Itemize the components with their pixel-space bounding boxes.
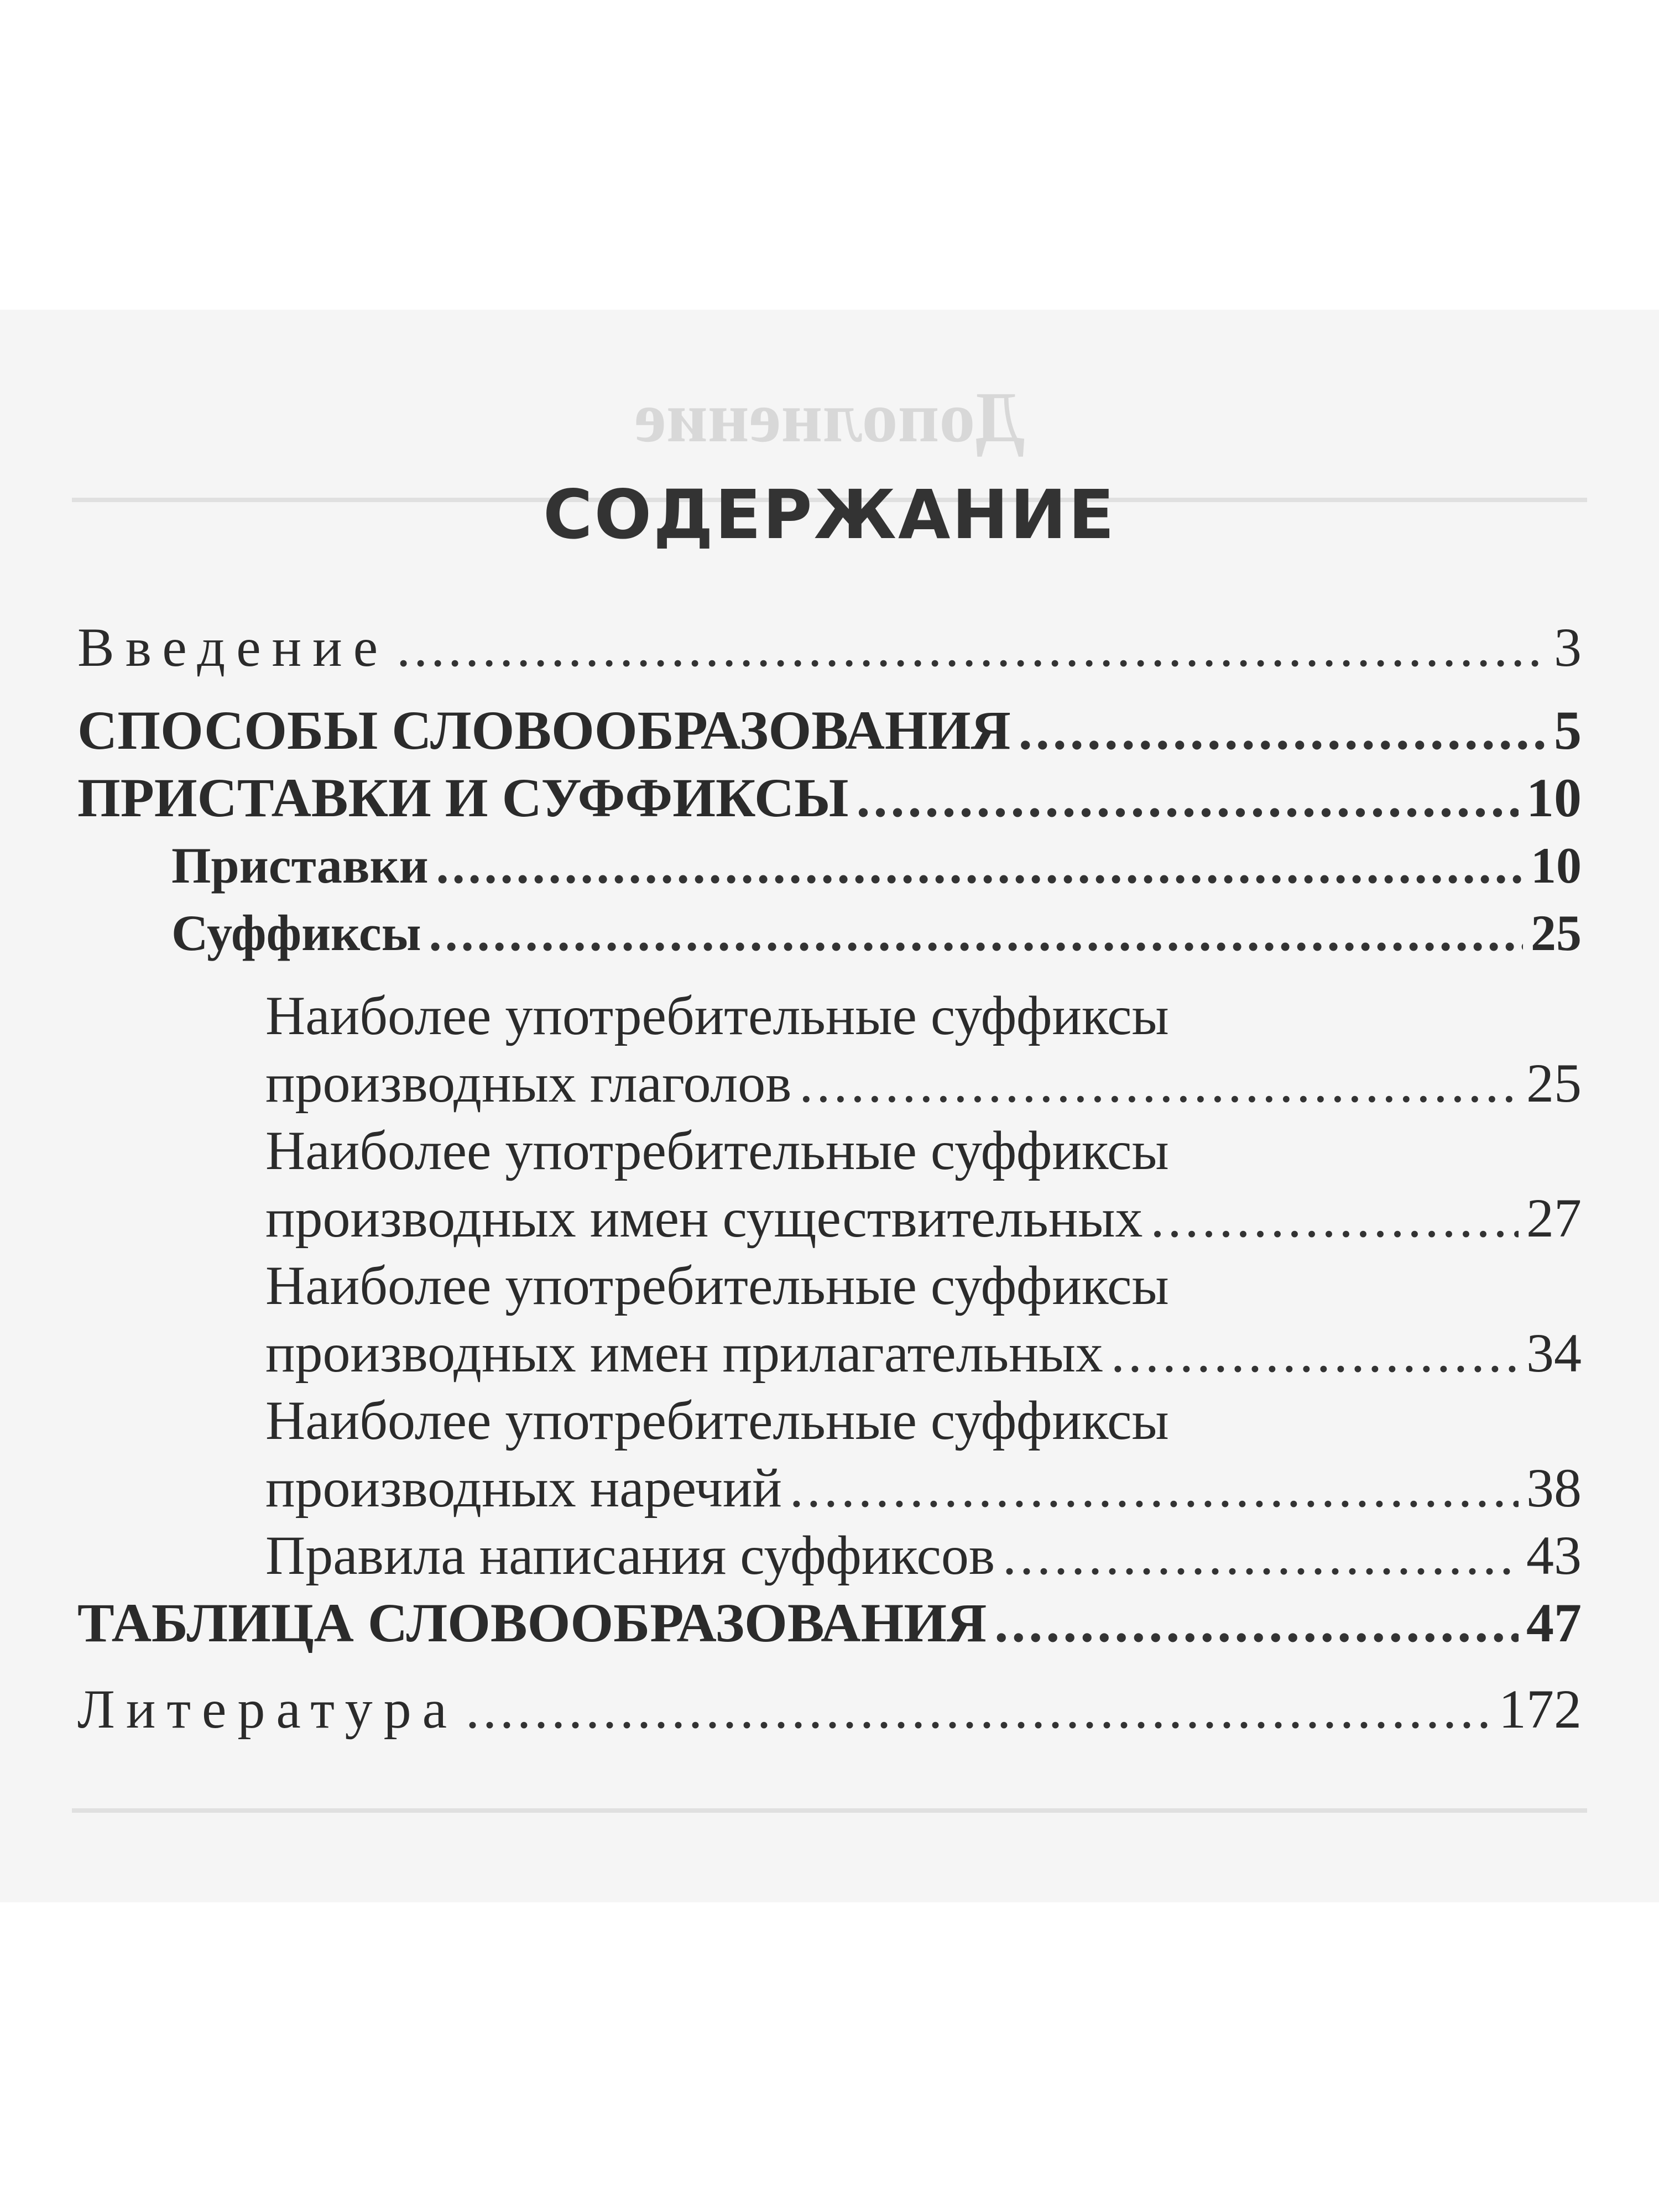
dot-leader bbox=[1111, 1319, 1519, 1387]
bottom-rule bbox=[72, 1808, 1587, 1813]
toc-entry-verb-suffixes bbox=[77, 1050, 1582, 1117]
page-number: 25 bbox=[1526, 1052, 1582, 1114]
dot-leader bbox=[1019, 697, 1546, 764]
dot-leader bbox=[856, 764, 1519, 832]
entry-first-line: Наиболее употребительные суффиксы bbox=[265, 1120, 1169, 1181]
toc-entry-noun-suffixes bbox=[77, 1185, 1582, 1252]
toc-entry-adverb-suffixes bbox=[77, 1454, 1582, 1522]
entry-label: Правила написания суффиксов bbox=[265, 1525, 995, 1586]
page-number: 34 bbox=[1526, 1322, 1582, 1384]
page-number: 10 bbox=[1531, 837, 1582, 894]
entry-label: производных наречий bbox=[265, 1457, 782, 1519]
page-number: 27 bbox=[1526, 1187, 1582, 1249]
dot-leader bbox=[994, 1589, 1519, 1657]
dot-leader bbox=[1003, 1522, 1519, 1589]
entry-label: Суффиксы bbox=[171, 905, 421, 961]
page-number: 172 bbox=[1499, 1678, 1582, 1740]
page-number: 47 bbox=[1526, 1592, 1582, 1653]
entry-label: СПОСОБЫ СЛОВООБРАЗОВАНИЯ bbox=[77, 700, 1011, 761]
entry-label: Литература bbox=[77, 1678, 458, 1740]
page-number: 3 bbox=[1554, 617, 1582, 678]
toc-entry-literature bbox=[77, 1676, 1582, 1743]
page-number: 5 bbox=[1554, 700, 1582, 761]
entry-label: ТАБЛИЦА СЛОВООБРАЗОВАНИЯ bbox=[77, 1592, 987, 1653]
entry-label: производных имен прилагательных bbox=[265, 1322, 1103, 1384]
dot-leader bbox=[790, 1454, 1519, 1522]
page-number: 43 bbox=[1526, 1525, 1582, 1586]
table-of-contents bbox=[77, 614, 1582, 1743]
toc-entry-word-formation-table bbox=[77, 1589, 1582, 1657]
page-number: 25 bbox=[1531, 905, 1582, 961]
bleed-through-heading: Дополнение bbox=[634, 378, 1025, 457]
toc-entry-suffixes bbox=[77, 899, 1582, 967]
dot-leader bbox=[466, 1676, 1491, 1743]
entry-label: производных имен существительных bbox=[265, 1187, 1143, 1249]
toc-entry-word-formation-methods bbox=[77, 697, 1582, 764]
page-number: 10 bbox=[1526, 767, 1582, 828]
entry-first-line: Наиболее употребительные суффиксы bbox=[265, 1390, 1169, 1451]
page-number: 38 bbox=[1526, 1457, 1582, 1519]
toc-entry-prefixes bbox=[77, 832, 1582, 899]
entry-label: производных глаголов bbox=[265, 1052, 792, 1114]
entry-label: Приставки bbox=[171, 837, 429, 894]
toc-entry-adjective-suffixes bbox=[77, 1319, 1582, 1387]
dot-leader bbox=[1151, 1185, 1519, 1252]
toc-entry-suffix-spelling-rules bbox=[77, 1522, 1582, 1589]
toc-entry-introduction bbox=[77, 614, 1582, 681]
entry-first-line: Наиболее употребительные суффиксы bbox=[265, 1255, 1169, 1316]
dot-leader bbox=[397, 614, 1546, 681]
page-title: СОДЕРЖАНИЕ bbox=[543, 476, 1116, 554]
entry-first-line: Наиболее употребительные суффиксы bbox=[265, 985, 1169, 1046]
entry-label: Введение bbox=[77, 617, 389, 678]
dot-leader bbox=[799, 1050, 1519, 1117]
dot-leader bbox=[436, 832, 1523, 899]
entry-label: ПРИСТАВКИ И СУФФИКСЫ bbox=[77, 767, 849, 828]
toc-entry-prefixes-and-suffixes bbox=[77, 764, 1582, 832]
dot-leader bbox=[429, 899, 1523, 967]
